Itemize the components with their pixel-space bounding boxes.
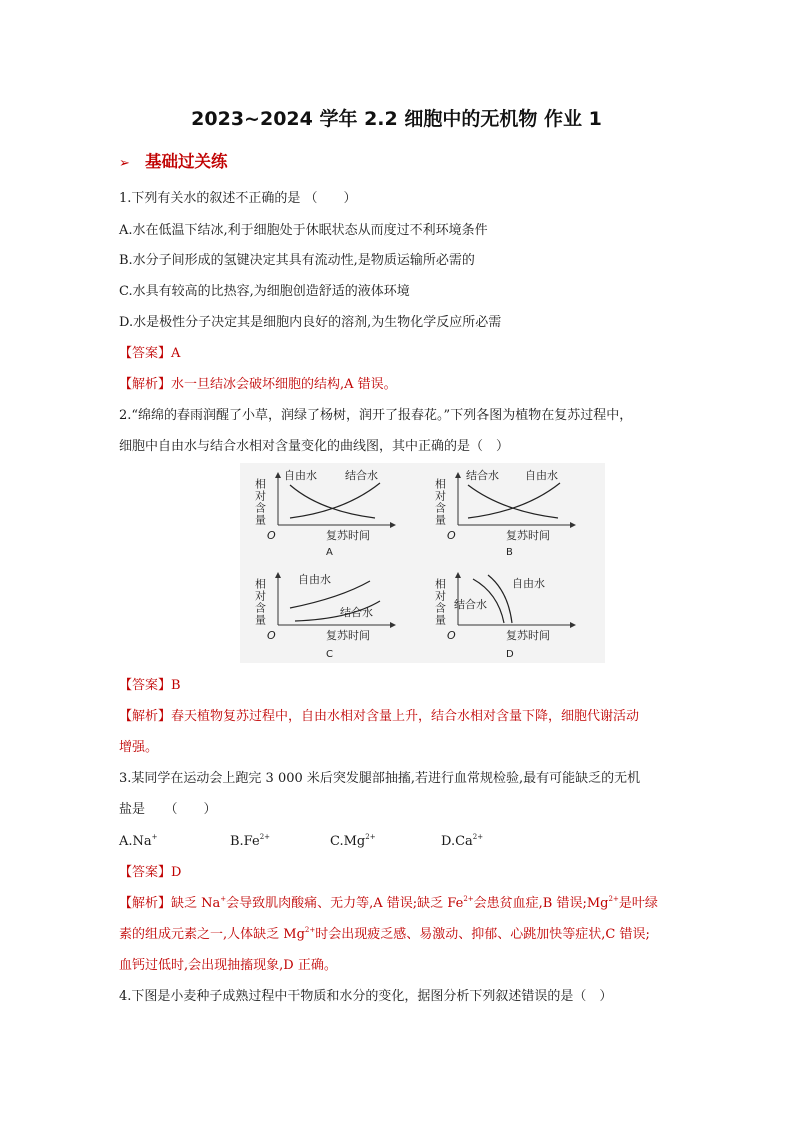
panel-a-origin: O: [267, 529, 276, 542]
q3-analysis-line2: 素的组成元素之一,人体缺乏 $Mg^{2+}$时会出现疲乏感、易激动、抑郁、心跳加快等症状,C 错误;: [119, 926, 650, 942]
q3-stem-line1: 3.某同学在运动会上跑完 3 000 米后突发腿部抽搐,若进行血常规检验,最有可能缺乏的无机: [119, 771, 641, 786]
q3-option-b: $B.Fe^{2+}$: [230, 833, 271, 849]
panel-d-ylabel: 相对含量: [433, 578, 447, 626]
q2-stem-line2: 细胞中自由水与结合水相对含量变化的曲线图，其中正确的是（ ）: [119, 439, 510, 454]
panel-c-ylabel: 相对含量: [253, 578, 267, 626]
q1-analysis: 【解析】水一旦结冰会破坏细胞的结构,A 错误。: [119, 377, 397, 392]
panel-a-ylabel: 相对含量: [253, 478, 267, 526]
panel-b-free-water-curve: [468, 483, 560, 518]
q3-option-c: $C.Mg^{2+}$: [330, 833, 376, 849]
q3-stem-line2: 盐是 （ ）: [119, 802, 217, 817]
panel-b-xlabel: 复苏时间: [506, 529, 550, 542]
q3-answer: 【答案】D: [119, 865, 182, 880]
panel-c-xlabel: 复苏时间: [326, 629, 370, 642]
panel-b-bound-label: 结合水: [466, 469, 499, 482]
arrow-bullet-icon: ➢: [119, 156, 130, 171]
section-label: 基础过关练: [145, 152, 228, 171]
q1-option-d: D.水是极性分子决定其是细胞内良好的溶剂,为生物化学反应所必需: [119, 315, 502, 330]
panel-b-letter: B: [506, 547, 513, 558]
q2-analysis-line2: 增强。: [119, 740, 159, 755]
panel-a-free-water-curve: [290, 485, 375, 518]
panel-b-bound-water-curve: [468, 485, 558, 518]
page-title: 2023~2024 学年 2.2 细胞中的无机物 作业 1: [191, 108, 602, 130]
q3-analysis-line1: 【解析】缺乏 Na+会导致肌肉酸痛、无力等,A 错误;缺乏 $Fe^{2+}$会患贫血症,B 错误$;Mg^{2+}$是叶绿: [119, 895, 658, 911]
panel-d-bound-label: 结合水: [454, 598, 487, 611]
panel-b-free-label: 自由水: [525, 469, 558, 482]
q1-option-a: A.水在低温下结冰,利于细胞处于休眠状态从而度过不利环境条件: [119, 223, 488, 238]
panel-b-ylabel: 相对含量: [433, 478, 447, 526]
panel-a-bound-water-curve: [290, 483, 380, 518]
panel-a-free-label: 自由水: [284, 469, 317, 482]
q1-option-b: B.水分子间形成的氢键决定其具有流动性,是物质运输所必需的: [119, 253, 475, 268]
panel-d-origin: O: [447, 629, 456, 642]
panel-c-free-label: 自由水: [298, 573, 331, 586]
q2-figure: [240, 463, 605, 663]
panel-d-letter: D: [506, 649, 514, 660]
q2-stem-line1: 2.“绵绵的春雨润醒了小草，润绿了杨树，润开了报春花。”下列各图为植物在复苏过程中，: [119, 408, 633, 423]
panel-c-letter: C: [326, 649, 333, 660]
q2-analysis-line1: 【解析】春天植物复苏过程中，自由水相对含量上升，结合水相对含量下降，细胞代谢活动: [119, 709, 640, 724]
panel-c-bound-label: 结合水: [340, 606, 373, 619]
q1-option-c: C.水具有较高的比热容,为细胞创造舒适的液体环境: [119, 284, 410, 299]
panel-a-xlabel: 复苏时间: [326, 529, 370, 542]
panel-b-origin: O: [447, 529, 456, 542]
q1-answer: 【答案】A: [119, 346, 181, 361]
panel-a-bound-label: 结合水: [345, 469, 378, 482]
q1-stem: 1.下列有关水的叙述不正确的是 （ ）: [119, 191, 357, 206]
q3-option-a: A.Na+: [119, 833, 158, 849]
q4-stem: 4.下图是小麦种子成熟过程中干物质和水分的变化，据图分析下列叙述错误的是（ ）: [119, 989, 613, 1004]
q3-analysis-line3: 血钙过低时,会出现抽搐现象,D 正确。: [119, 958, 337, 973]
panel-d-free-label: 自由水: [512, 577, 545, 590]
q2-answer: 【答案】B: [119, 678, 181, 693]
panel-a-letter: A: [326, 547, 333, 558]
panel-d-free-water-curve: [488, 575, 512, 623]
panel-c-origin: O: [267, 629, 276, 642]
section-heading: [119, 148, 228, 172]
panel-d-xlabel: 复苏时间: [506, 629, 550, 642]
q3-option-d: $D.Ca^{2+}$: [441, 833, 484, 849]
